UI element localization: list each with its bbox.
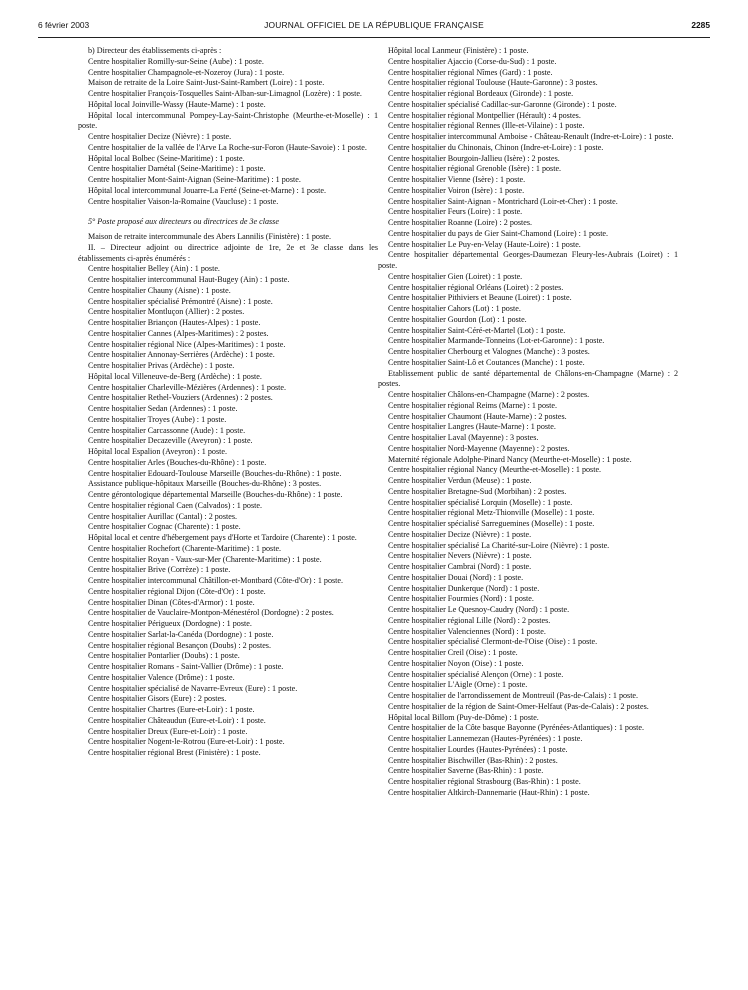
entry: Centre hospitalier Saint-Aignan - Montrichard (Loir-et-Cher) : 1 poste. [388,196,618,206]
entry: Centre hospitalier Le Quesnoy-Caudry (Nord) : 1 poste. [388,605,570,614]
entry: Centre hospitalier régional Lille (Nord) : 2 postes. [388,615,551,625]
entry: Hôpital local Espalion (Aveyron) : 1 poste. [88,447,227,456]
entry: Centre hospitalier Nogent-le-Rotrou (Eure-et-Loir) : 1 poste. [88,737,285,747]
entry: 5° Poste proposé aux directeurs ou directrices de 3e classe [88,217,279,227]
entry: b) Directeur des établissements ci-après : [88,46,222,55]
entry: Centre hospitalier de la Côte basque Bayonne (Pyrénées-Atlantiques) : 1 poste. [388,723,645,733]
entry: Hôpital local Billom (Puy-de-Dôme) : 1 poste. [388,712,539,722]
entry: Centre hospitalier Ajaccio (Corse-du-Sud) : 1 poste. [388,56,557,66]
entry: Centre hospitalier Cahors (Lot) : 1 poste. [388,304,521,313]
entry: Centre hospitalier spécialisé Lorquin (Moselle) : 1 poste. [388,497,573,507]
entry: Hôpital local intercommunal Pompey-Lay-Saint-Christophe (Meurthe-et-Moselle) : 1 poste. [78,110,378,131]
entry: Centre hospitalier intercommunal Amboise - Château-Renault (Indre-et-Loire) : 1 poste. [388,132,674,141]
entry: Centre hospitalier Gourdon (Lot) : 1 poste. [388,314,527,324]
entry: Centre hospitalier Valence (Drôme) : 1 poste. [88,672,235,682]
entry: Centre hospitalier Cognac (Charente) : 1 poste. [88,522,241,532]
entry: Centre hospitalier Sedan (Ardennes) : 1 poste. [88,404,238,413]
entry: Centre hospitalier Pontarlier (Doubs) : 1 poste. [88,651,240,661]
entry: Centre hospitalier spécialisé Cadillac-sur-Garonne (Gironde) : 1 poste. [388,99,617,109]
entry: Centre hospitalier Royan - Vaux-sur-Mer (Charente-Maritime) : 1 poste. [88,554,322,564]
entry: Centre hospitalier spécialisé Clermont-de-l'Oise (Oise) : 1 poste. [388,637,598,647]
entry: Centre hospitalier régional Caen (Calvados) : 1 poste. [88,500,262,510]
entry: Centre hospitalier Noyon (Oise) : 1 poste. [388,658,524,668]
entry: Centre hospitalier régional Nice (Alpes-Maritimes) : 1 poste. [88,339,286,349]
entry: Hôpital local Joinville-Wassy (Haute-Marne) : 1 poste. [88,99,266,109]
entry: Hôpital local Lanmeur (Finistère) : 1 poste. [388,46,529,55]
entry: Maison de retraite de la Loire Saint-Just-Saint-Rambert (Loire) : 1 poste. [88,78,325,88]
entry: Centre hospitalier régional Toulouse (Haute-Garonne) : 3 postes. [388,78,598,88]
entry: Centre hospitalier Le Puy-en-Velay (Haute-Loire) : 1 poste. [388,239,581,249]
entry: Centre hospitalier Châteaudun (Eure-et-Loir) : 1 poste. [88,715,266,725]
page-header [38,20,710,36]
entry: Centre hospitalier régional Rennes (Ille-et-Vilaine) : 1 poste. [388,121,585,131]
entry: Centre hospitalier Marmande-Tonneins (Lot-et-Garonne) : 1 poste. [388,336,605,346]
entry: Centre hospitalier Bischwiller (Bas-Rhin) : 2 postes. [388,755,558,765]
entry: Centre hospitalier Voiron (Isère) : 1 poste. [388,185,525,195]
entry: Centre hospitalier Creil (Oise) : 1 poste. [388,648,518,657]
entry: Centre hospitalier Arles (Bouches-du-Rhône) : 1 poste. [88,457,267,467]
entry: Centre hospitalier Annonay-Serrières (Ardèche) : 1 poste. [88,350,275,360]
entry: Maternité régionale Adolphe-Pinard Nancy (Meurthe-et-Moselle) : 1 poste. [388,454,632,464]
entry: Hôpital local Bolbec (Seine-Maritime) : 1 poste. [88,153,245,163]
entry: Centre hospitalier Romilly-sur-Seine (Aube) : 1 poste. [88,56,264,66]
entry: Centre hospitalier Sarlat-la-Canéda (Dordogne) : 1 poste. [88,629,274,639]
entry: Centre hospitalier Gien (Loiret) : 1 poste. [388,271,523,281]
entry: Centre hospitalier du pays de Gier Saint-Chamond (Loire) : 1 poste. [388,228,609,238]
right-column [378,46,678,976]
entry: Centre hospitalier du Chinonais, Chinon (Indre-et-Loire) : 1 poste. [388,142,604,152]
entry: Centre hospitalier régional Metz-Thionville (Moselle) : 1 poste. [388,508,595,518]
entry: Centre hospitalier régional Strasbourg (Bas-Rhin) : 1 poste. [388,777,581,786]
entry: Maison de retraite intercommunale des Abers Lannilis (Finistère) : 1 poste. [88,232,331,241]
entry: Centre hospitalier Dinan (Côtes-d'Armor) : 1 poste. [88,597,255,607]
entry: Centre hospitalier Rochefort (Charente-Maritime) : 1 poste. [88,543,282,553]
entry: Centre hospitalier Feurs (Loire) : 1 poste. [388,207,523,217]
entry: Centre hospitalier Edouard-Toulouse Marseille (Bouches-du-Rhône) : 1 poste. [88,468,342,478]
entry: Centre hospitalier régional Nîmes (Gard) : 1 poste. [388,67,553,77]
entry: Centre hospitalier spécialisé Prémontré (Aisne) : 1 poste. [88,296,273,306]
entry: Centre hospitalier Decazeville (Aveyron) : 1 poste. [88,436,253,446]
entry: Centre hospitalier spécialisé Sarreguemines (Moselle) : 1 poste. [388,519,595,528]
entry: Centre hospitalier de l'arrondissement de Montreuil (Pas-de-Calais) : 1 poste. [388,691,639,700]
entry: Centre hospitalier Chaumont (Haute-Marne) : 2 postes. [388,411,567,421]
entry: Centre hospitalier L'Aigle (Orne) : 1 poste. [388,680,528,690]
page-number: 2285 [691,20,710,30]
entry: Etablissement public de santé départemental de Châlons-en-Champagne (Marne) : 2 postes. [378,368,678,389]
entry: Centre hospitalier Privas (Ardèche) : 1 poste. [88,361,235,370]
entry: Centre hospitalier Dreux (Eure-et-Loir) : 1 poste. [88,726,248,736]
entry: Centre hospitalier intercommunal Châtillon-et-Montbard (Côte-d'Or) : 1 poste. [88,576,344,585]
entry: Centre hospitalier Cherbourg et Valognes (Manche) : 3 postes. [388,347,590,356]
entry: Centre hospitalier spécialisé Alençon (Orne) : 1 poste. [388,669,564,679]
entry: Centre hospitalier Lourdes (Hautes-Pyrénées) : 1 poste. [388,744,568,754]
entry: Centre hospitalier Chartres (Eure-et-Loir) : 1 poste. [88,705,255,714]
entry: Hôpital local et centre d'hébergement pays d'Horte et Tardoire (Charente) : 1 poste. [88,533,357,542]
entry: Centre hospitalier Cambrai (Nord) : 1 poste. [388,562,532,571]
entry: Centre hospitalier Vaison-la-Romaine (Vaucluse) : 1 poste. [88,196,279,206]
entry: Centre hospitalier Roanne (Loire) : 2 postes. [388,218,533,227]
entry: Centre hospitalier Lannemezan (Hautes-Pyrénées) : 1 poste. [388,734,583,743]
entry: Centre hospitalier Nord-Mayenne (Mayenne) : 2 postes. [388,443,570,453]
entry: Centre hospitalier Valenciennes (Nord) : 1 poste. [388,626,546,636]
entry: Centre hospitalier régional Grenoble (Isère) : 1 poste. [388,164,562,174]
entry: Centre hospitalier intercommunal Haut-Bugey (Ain) : 1 poste. [88,275,290,284]
entry: Centre hospitalier Champagnole-et-Nozeroy (Jura) : 1 poste. [88,67,285,77]
entry: Centre hospitalier Saint-Céré-et-Martel (Lot) : 1 poste. [388,325,566,335]
entry: Centre hospitalier Darnétal (Seine-Maritime) : 1 poste. [88,164,266,174]
entry: Centre hospitalier Laval (Mayenne) : 3 postes. [388,433,539,442]
entry: Centre hospitalier Cannes (Alpes-Maritimes) : 2 postes. [88,328,269,338]
entry: Centre hospitalier de la région de Saint-Omer-Helfaut (Pas-de-Calais) : 2 postes. [388,701,649,711]
entry: Centre hospitalier régional Besançon (Doubs) : 2 postes. [88,640,271,650]
entry: Centre hospitalier régional Reims (Marne) : 1 poste. [388,400,558,410]
entry: Centre hospitalier Langres (Haute-Marne) : 1 poste. [388,422,556,432]
entry: Hôpital local intercommunal Jouarre-La Ferté (Seine-et-Marne) : 1 poste. [88,185,327,195]
entry: Centre hospitalier Carcassonne (Aude) : 1 poste. [88,425,246,435]
entry: Centre hospitalier de la vallée de l'Arve La Roche-sur-Foron (Haute-Savoie) : 1 poste. [88,142,367,152]
entry: Centre hospitalier Chauny (Aisne) : 1 poste. [88,285,231,295]
entry: Centre hospitalier Rethel-Vouziers (Ardennes) : 2 postes. [88,393,273,403]
entry: Centre hospitalier régional Bordeaux (Gironde) : 1 poste. [388,89,574,98]
entry: Centre hospitalier Vienne (Isère) : 1 poste. [388,175,526,184]
entry: Centre hospitalier Bourgoin-Jallieu (Isère) : 2 postes. [388,153,560,163]
entry: Centre hospitalier Decize (Nièvre) : 1 poste. [88,132,232,141]
entry: Centre hospitalier Montluçon (Allier) : 2 postes. [88,307,245,317]
header-date: 6 février 2003 [38,20,90,30]
entry: Hôpital local Villeneuve-de-Berg (Ardèche) : 1 poste. [88,371,262,381]
entry: Centre hospitalier Charleville-Mézières (Ardennes) : 1 poste. [88,382,287,392]
entry: Centre hospitalier Gisors (Eure) : 2 postes. [88,694,227,704]
entry: Centre hospitalier Fourmies (Nord) : 1 poste. [388,594,534,604]
entry: Centre hospitalier de Vauclaire-Montpon-Ménestérol (Dordogne) : 2 postes. [88,608,334,618]
entry: Centre hospitalier Verdun (Meuse) : 1 poste. [388,476,532,485]
header-divider [38,37,710,38]
entry: Centre hospitalier Aurillac (Cantal) : 2 postes. [88,511,238,521]
entry: Centre hospitalier Brive (Corrèze) : 1 poste. [88,565,231,575]
entry: Centre hospitalier Altkirch-Dannemarie (Haut-Rhin) : 1 poste. [388,787,590,797]
entry: Centre hospitalier Bretagne-Sud (Morbihan) : 2 postes. [388,486,567,496]
entry: Centre hospitalier François-Tosquelles Saint-Alban-sur-Limagnol (Lozère) : 1 poste. [88,89,362,98]
journal-title: JOURNAL OFFICIEL DE LA RÉPUBLIQUE FRANÇAISE [264,20,484,30]
entry: Centre hospitalier régional Dijon (Côte-d'Or) : 1 poste. [88,586,266,596]
entry: Centre hospitalier régional Brest (Finistère) : 1 poste. [88,748,261,757]
entry: Centre hospitalier Pithiviers et Beaune (Loiret) : 1 poste. [388,293,572,303]
entry: Centre hospitalier Périgueux (Dordogne) : 1 poste. [88,619,252,628]
entry: Centre hospitalier départemental Georges-Daumezan Fleury-les-Aubrais (Loiret) : 1 poste. [378,250,678,270]
entry: Centre hospitalier Saverne (Bas-Rhin) : 1 poste. [388,766,544,776]
entry: Centre hospitalier régional Montpellier (Hérault) : 4 postes. [388,110,581,120]
entry: Assistance publique-hôpitaux Marseille (Bouches-du-Rhône) : 3 postes. [88,479,322,489]
left-column [78,46,378,976]
entry: Centre hospitalier Briançon (Hautes-Alpes) : 1 poste. [88,318,261,327]
entry: Centre hospitalier spécialisé de Navarre-Evreux (Eure) : 1 poste. [88,683,298,693]
entry: Centre hospitalier Mont-Saint-Aignan (Seine-Maritime) : 1 poste. [88,175,301,184]
entry: Centre hospitalier spécialisé La Charité-sur-Loire (Nièvre) : 1 poste. [388,540,610,550]
entry: Centre hospitalier Saint-Lô et Coutances (Manche) : 1 poste. [388,357,585,367]
entry: Centre hospitalier Douai (Nord) : 1 poste. [388,572,524,582]
entry: Centre hospitalier Belley (Ain) : 1 poste. [88,264,220,274]
entry: Centre hospitalier Decize (Nièvre) : 1 poste. [388,529,532,539]
entry: II. – Directeur adjoint ou directrice adjointe de 1re, 2e et 3e classe dans les établissements ci-après énumérés : [78,242,378,263]
entry: Centre hospitalier régional Nancy (Meurthe-et-Moselle) : 1 poste. [388,465,602,475]
entry: Centre hospitalier Dunkerque (Nord) : 1 poste. [388,583,540,593]
entry: Centre hospitalier Châlons-en-Champagne (Marne) : 2 postes. [388,390,590,399]
entry: Centre hospitalier régional Orléans (Loiret) : 2 postes. [388,282,564,292]
entry: Centre hospitalier Troyes (Aube) : 1 poste. [88,414,227,424]
entry: Centre hospitalier Nevers (Nièvre) : 1 poste. [388,551,532,561]
entry: Centre hospitalier Romans - Saint-Vallier (Drôme) : 1 poste. [88,662,284,671]
entry: Centre gérontologique départemental Marseille (Bouches-du-Rhône) : 1 poste. [88,490,343,499]
